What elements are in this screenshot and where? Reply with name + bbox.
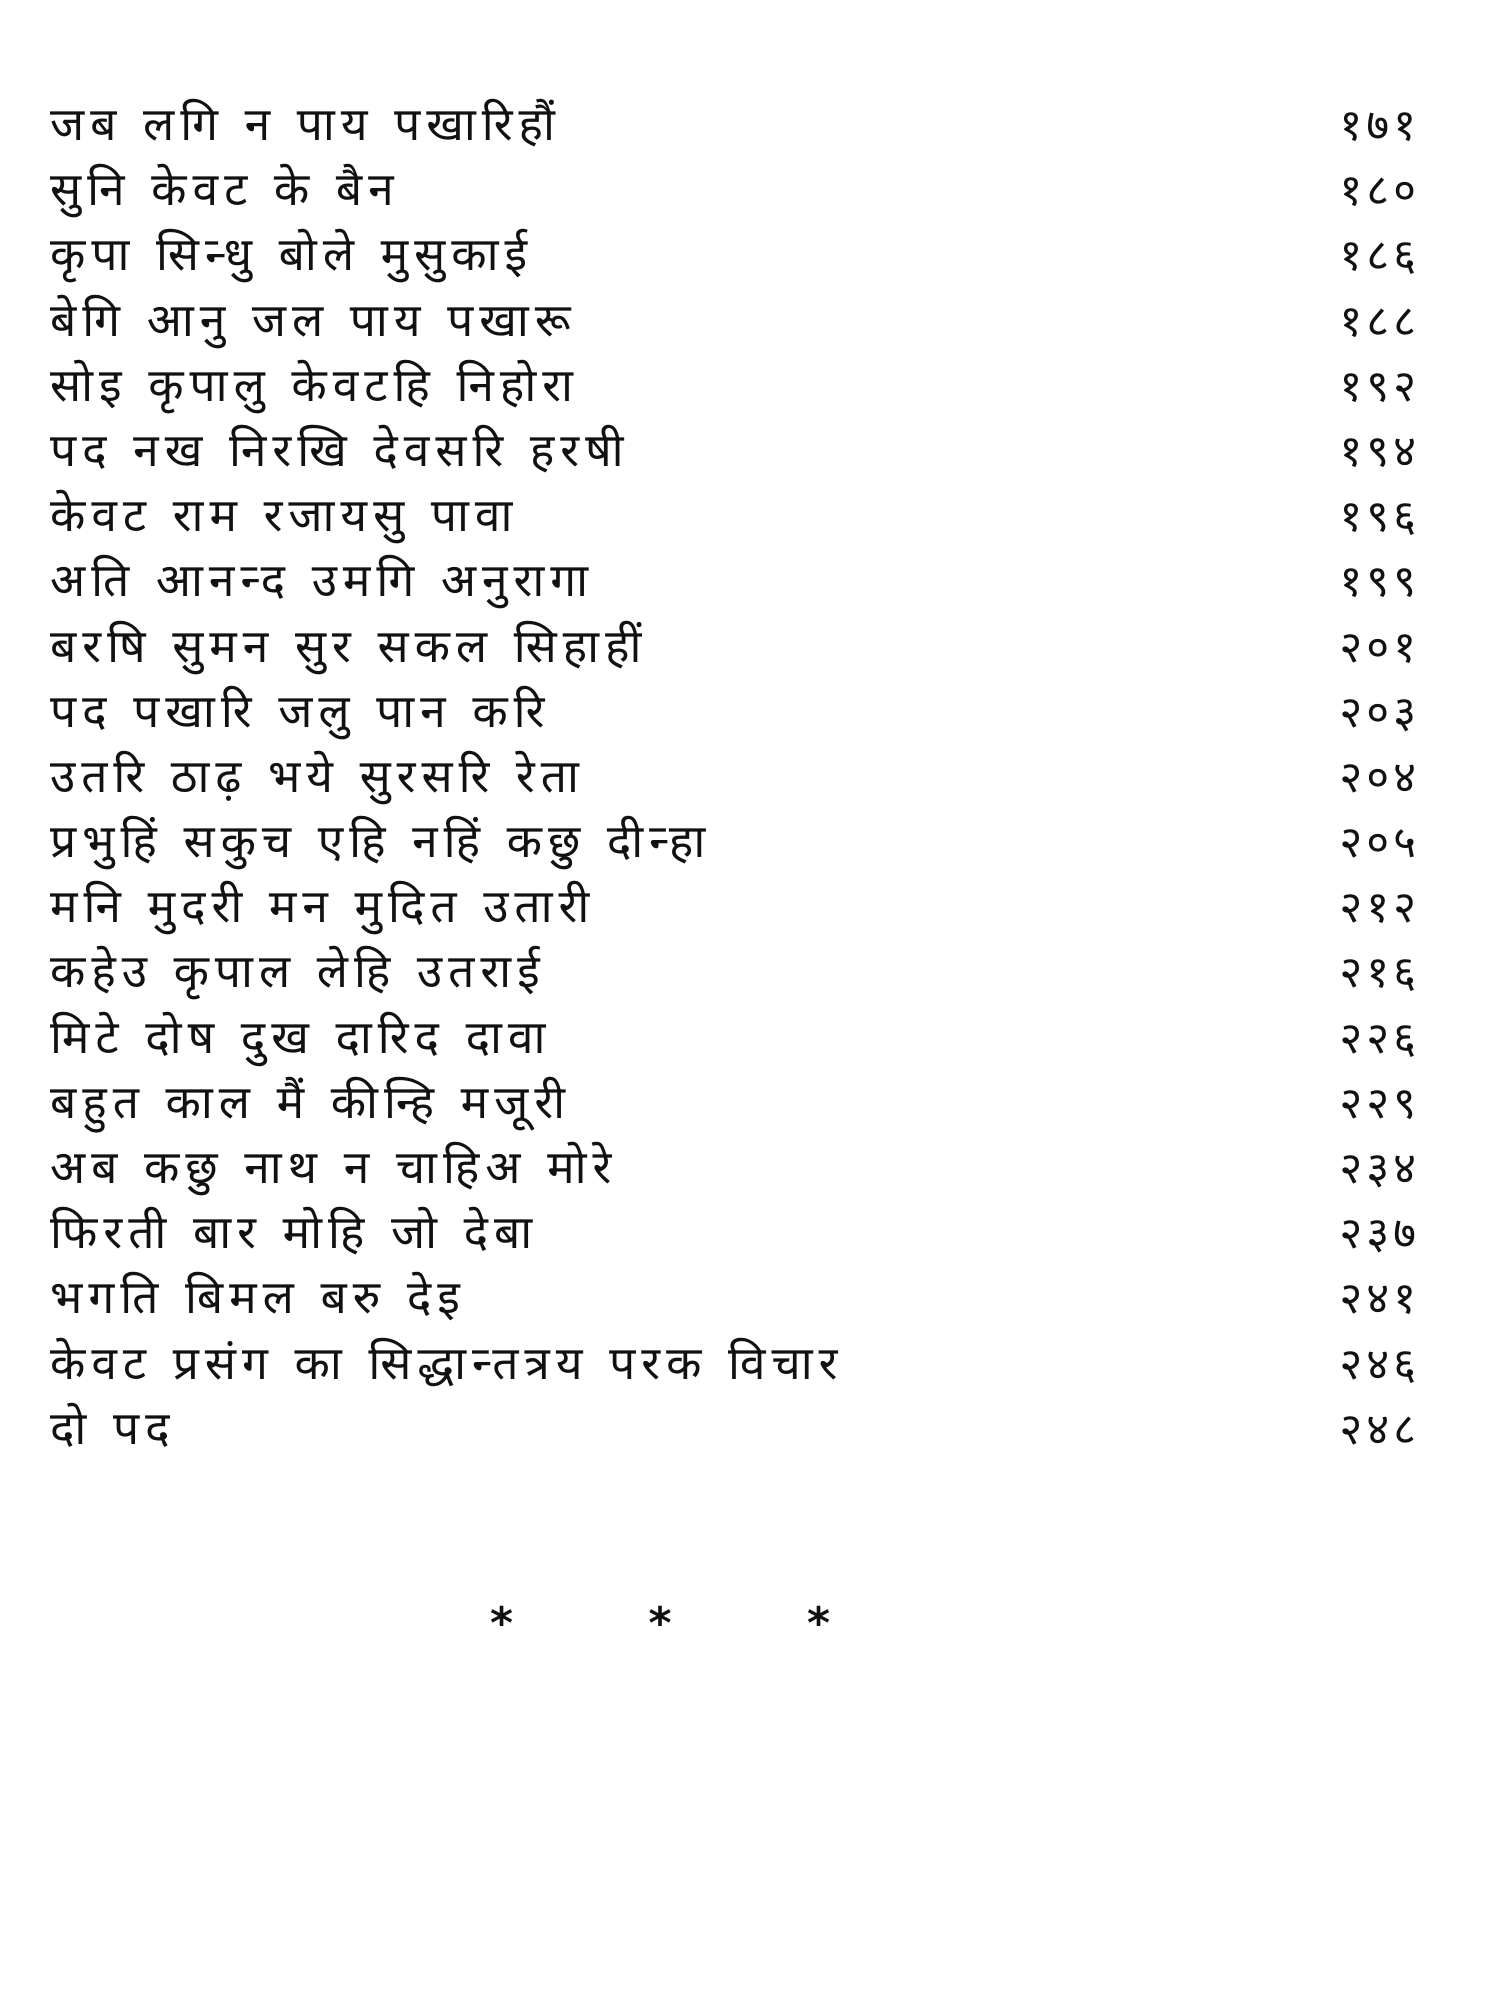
toc-entry-title: बहुत काल मैं कीन्हि मजूरी (50, 1074, 572, 1129)
toc-entry-title: बेगि आनु जल पाय पखारू (50, 292, 577, 347)
toc-entry (50, 1070, 1420, 1135)
toc-entry-page-number: २२९ (1339, 1077, 1420, 1129)
toc-entry-page-number: १९९ (1339, 556, 1420, 608)
toc-entry-page-number: १७१ (1339, 100, 1420, 151)
toc-entry-title: सोइ कृपालु केवटहि निहोरा (50, 357, 579, 412)
toc-entry (50, 157, 1420, 222)
asterisk-mark: * (806, 1598, 830, 1649)
toc-entry (50, 939, 1420, 1004)
toc-entry-page-number: २३७ (1339, 1208, 1420, 1260)
toc-entry-title: प्रभुहिं सकुच एहि नहिं कछु दीन्हा (50, 814, 712, 869)
toc-entry-page-number: १८८ (1339, 295, 1420, 347)
toc-entry-title: अति आनन्द उमगि अनुरागा (50, 553, 595, 608)
toc-entry (50, 1135, 1420, 1200)
toc-entry (50, 614, 1420, 679)
toc-entry (50, 418, 1420, 483)
toc-entry-page-number: २४८ (1339, 1403, 1420, 1455)
toc-entry-page-number: २१२ (1339, 882, 1420, 934)
toc-entry-title: जब लगि न पाय पखारिहौं (50, 97, 561, 151)
toc-entry-page-number: २०३ (1339, 686, 1420, 738)
toc-entry-page-number: २१६ (1339, 947, 1420, 999)
toc-entry (50, 288, 1420, 353)
toc-entry-title: अब कछु नाथ न चाहिअ मोरे (50, 1140, 618, 1194)
toc-entry (50, 679, 1420, 744)
toc-entry-title: उतरि ठाढ़ भये सुरसरि रेता (50, 748, 585, 803)
asterisk-mark: * (490, 1598, 514, 1649)
toc-entry-page-number: २४६ (1339, 1338, 1420, 1390)
toc-entry-title: मिटे दोष दुख दारिद दावा (50, 1009, 552, 1064)
toc-entry-title: कृपा सिन्धु बोले मुसुकाई (50, 227, 534, 282)
section-separator-asterisks (490, 1598, 830, 1649)
toc-entry-title: पद पखारि जलु पान करि (50, 683, 551, 738)
toc-entry-title: बरषि सुमन सुर सकल सिहाहीं (50, 618, 648, 673)
toc-entry (50, 483, 1420, 548)
toc-entry (50, 1396, 1420, 1461)
toc-entry-title: पद नख निरखि देवसरि हरषी (50, 422, 630, 477)
toc-entry-title: फिरती बार मोहि जो देबा (50, 1205, 539, 1260)
toc-entry (50, 1200, 1420, 1265)
toc-entry (50, 353, 1420, 418)
toc-entry-title: भगति बिमल बरु देइ (50, 1270, 466, 1325)
toc-entry (50, 874, 1420, 939)
toc-entry (50, 809, 1420, 874)
toc-entry-page-number: २०१ (1339, 621, 1420, 673)
toc-entry-title: दो पद (50, 1400, 176, 1455)
toc-entry (50, 744, 1420, 809)
toc-entry (50, 92, 1420, 157)
toc-entry-title: मनि मुदरी मन मुदित उतारी (50, 879, 596, 934)
toc-entry-page-number: १९६ (1339, 491, 1420, 543)
toc-entry-page-number: २२६ (1339, 1012, 1420, 1064)
toc-entry-page-number: १९२ (1339, 360, 1420, 412)
toc-entry-page-number: २४१ (1339, 1273, 1420, 1325)
toc-entry-page-number: १९४ (1339, 425, 1420, 477)
toc-entry-page-number: २०४ (1339, 751, 1420, 803)
toc-entry-title: सुनि केवट के बैन (50, 162, 400, 217)
table-of-contents (50, 92, 1420, 1461)
toc-entry (50, 222, 1420, 287)
toc-entry-title: कहेउ कृपाल लेहि उतराई (50, 944, 546, 999)
toc-entry-page-number: १८६ (1339, 230, 1420, 282)
toc-entry-page-number: १८० (1339, 165, 1420, 217)
toc-entry-title: केवट राम रजायसु पावा (50, 488, 519, 543)
toc-entry (50, 1265, 1420, 1330)
toc-entry (50, 548, 1420, 613)
asterisk-mark: * (648, 1598, 672, 1649)
toc-entry (50, 1005, 1420, 1070)
toc-entry (50, 1331, 1420, 1396)
toc-entry-page-number: २०५ (1339, 817, 1420, 869)
toc-entry-title: केवट प्रसंग का सिद्धान्तत्रय परक विचार (50, 1335, 844, 1390)
toc-entry-page-number: २३४ (1339, 1143, 1420, 1194)
